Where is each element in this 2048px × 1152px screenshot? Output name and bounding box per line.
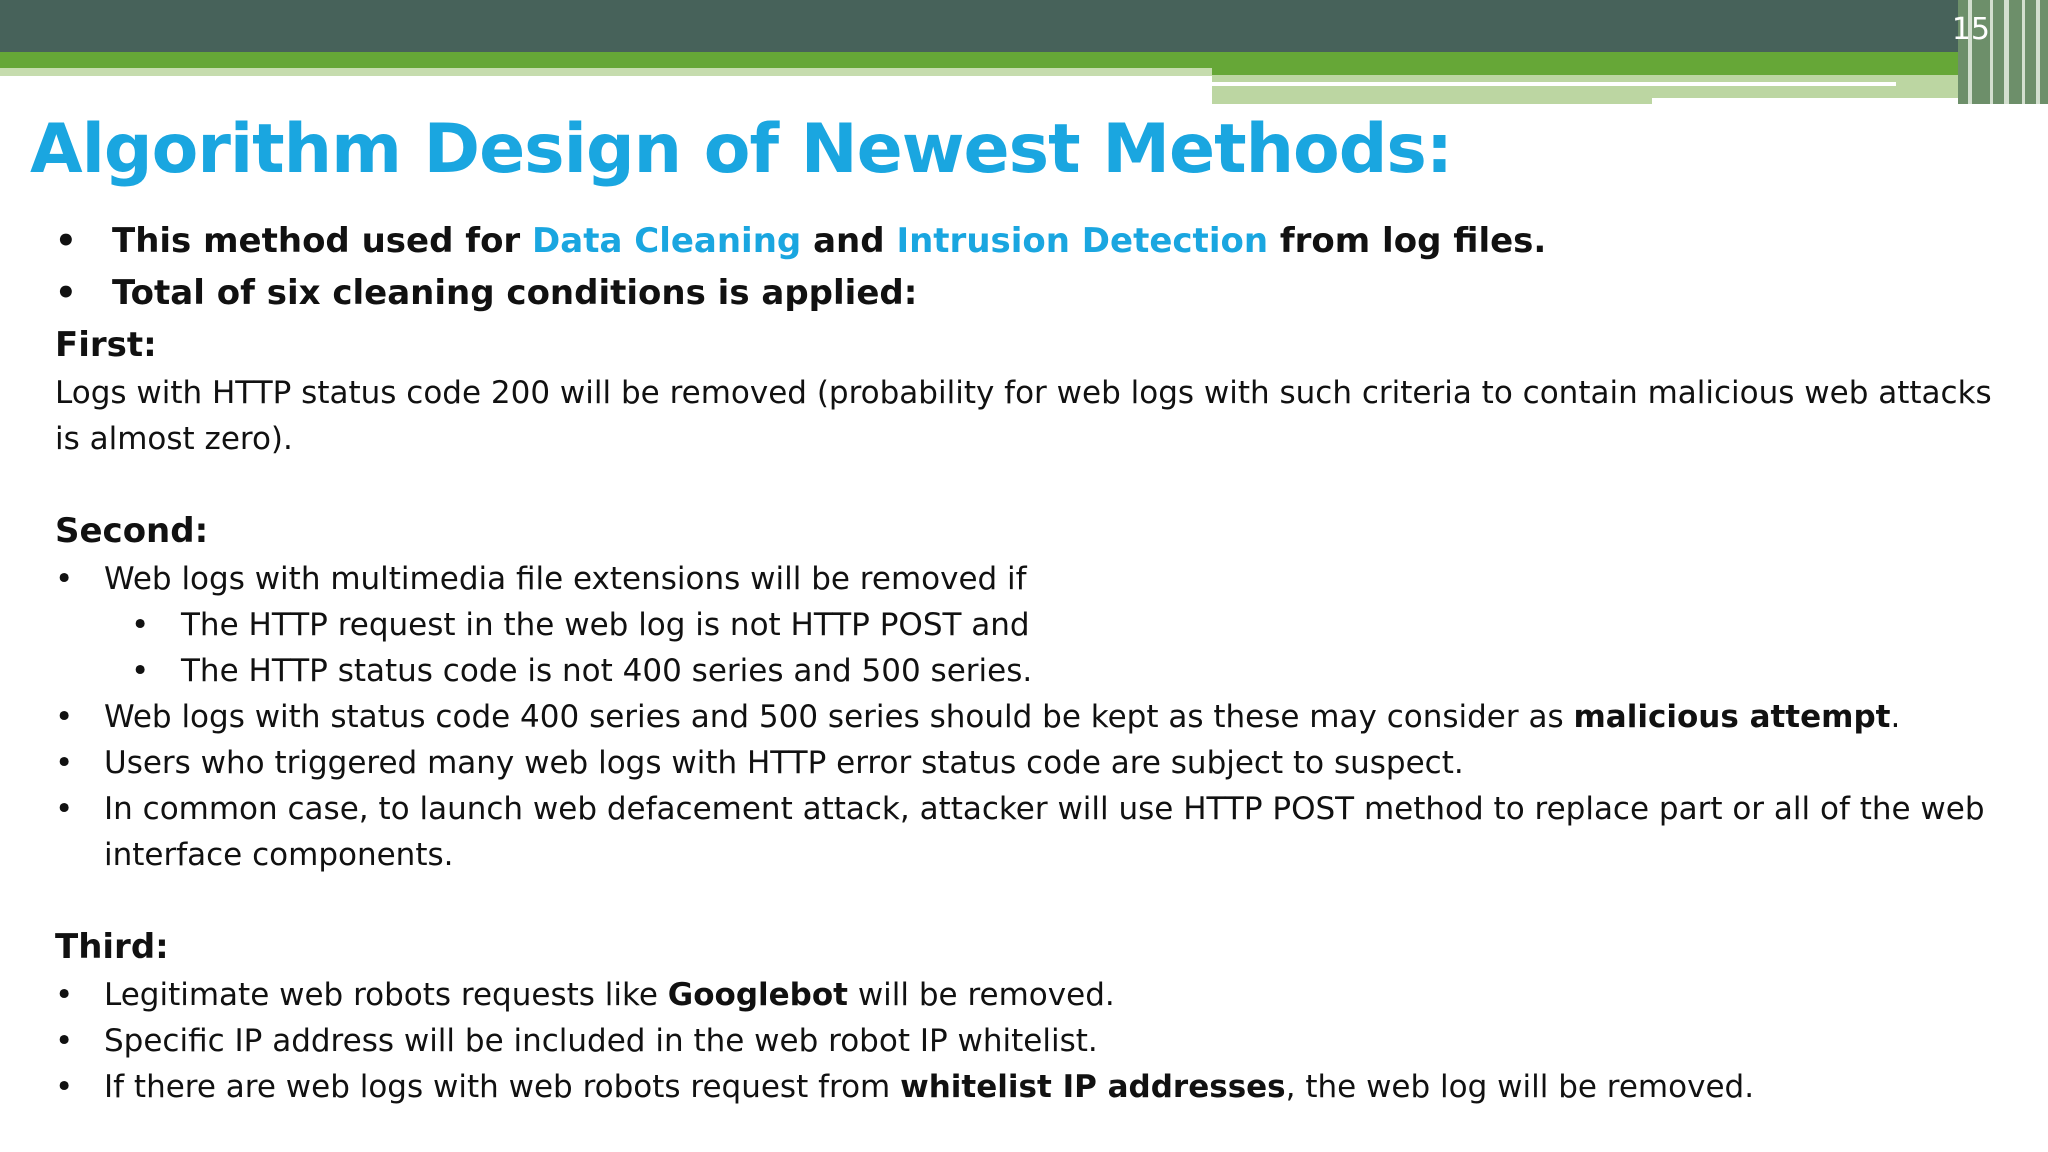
data-cleaning-highlight: Data Cleaning <box>532 221 802 261</box>
list-item <box>55 694 2015 740</box>
malicious-attempt-bold: malicious attempt <box>1573 699 1891 735</box>
header-stripe <box>1990 0 1993 104</box>
list-item-text: Users who triggered many web logs with HTTP error status code are subject to suspect. <box>104 745 1464 781</box>
header-band-divider <box>1212 82 1896 86</box>
header-stripe <box>2036 0 2040 104</box>
first-text: Logs with HTTP status code 200 will be removed (probability for web logs with such criteria to contain malicious web attacks is almost zero). <box>55 375 1992 457</box>
second-heading: Second: <box>55 511 209 551</box>
list-item-text <box>104 977 1115 1013</box>
bullet-marker: • <box>55 273 77 313</box>
slide-body <box>55 218 2015 1110</box>
text-run: Web logs with status code 400 series and 500 series should be kept as these may consider as <box>104 699 1574 735</box>
text-run: . <box>1890 699 1901 735</box>
list-item <box>55 556 2015 602</box>
bullet-marker: • <box>55 221 77 261</box>
slide-page-number: 15 <box>1951 12 1990 47</box>
bullet-marker: • <box>55 791 74 827</box>
bullet-marker: • <box>55 977 74 1013</box>
spacer <box>55 878 2015 924</box>
list-item <box>55 786 2015 878</box>
whitelist-ip-bold: whitelist IP addresses <box>900 1069 1286 1105</box>
sub-list-item-text: The HTTP request in the web log is not HTTP POST and <box>181 607 1030 643</box>
bullet-marker: • <box>55 745 74 781</box>
list-item <box>55 740 2015 786</box>
intro-line-2: Total of six cleaning conditions is applied: <box>112 273 918 313</box>
slide-title: Algorithm Design of Newest Methods: <box>30 110 1453 189</box>
bullet-marker: • <box>55 1023 74 1059</box>
bullet-marker: • <box>131 653 150 689</box>
sub-list-item-text: The HTTP status code is not 400 series and 500 series. <box>181 653 1033 689</box>
header-band-dark <box>0 0 2048 52</box>
sub-list-item <box>55 648 2015 694</box>
header-stripe <box>2022 0 2025 104</box>
intro-text: from log files. <box>1268 221 1547 261</box>
intro-bullet <box>55 218 2015 270</box>
intro-bullet <box>55 270 2015 322</box>
list-item-text: In common case, to launch web defacement attack, attacker will use HTTP POST method to replace part or all of the web interface components. <box>104 791 1985 873</box>
text-run: Legitimate web robots requests like <box>104 977 668 1013</box>
third-heading: Third: <box>55 927 169 967</box>
intrusion-detection-highlight: Intrusion Detection <box>896 221 1269 261</box>
list-item-text: Specific IP address will be included in the web robot IP whitelist. <box>104 1023 1098 1059</box>
bullet-marker: • <box>55 561 74 597</box>
list-item <box>55 972 2015 1018</box>
bullet-marker: • <box>55 699 74 735</box>
header-band-light <box>0 68 1212 76</box>
list-item <box>55 1018 2015 1064</box>
text-run: , the web log will be removed. <box>1285 1069 1755 1105</box>
text-run: If there are web logs with web robots request from <box>104 1069 901 1105</box>
list-item-text <box>104 1069 1754 1105</box>
header-stripe <box>2004 0 2009 104</box>
intro-line-1 <box>55 221 1546 261</box>
bullet-marker: • <box>55 1069 74 1105</box>
list-item <box>55 1064 2015 1110</box>
first-heading: First: <box>55 325 157 365</box>
intro-text: and <box>801 221 897 261</box>
googlebot-bold: Googlebot <box>667 977 848 1013</box>
sub-list-item <box>55 602 2015 648</box>
bullet-marker: • <box>131 607 150 643</box>
list-item-text <box>104 699 1900 735</box>
list-item-text: Web logs with multimedia file extensions will be removed if <box>104 561 1027 597</box>
intro-text: This method used for <box>112 221 533 261</box>
spacer <box>55 462 2015 508</box>
text-run: will be removed. <box>847 977 1115 1013</box>
